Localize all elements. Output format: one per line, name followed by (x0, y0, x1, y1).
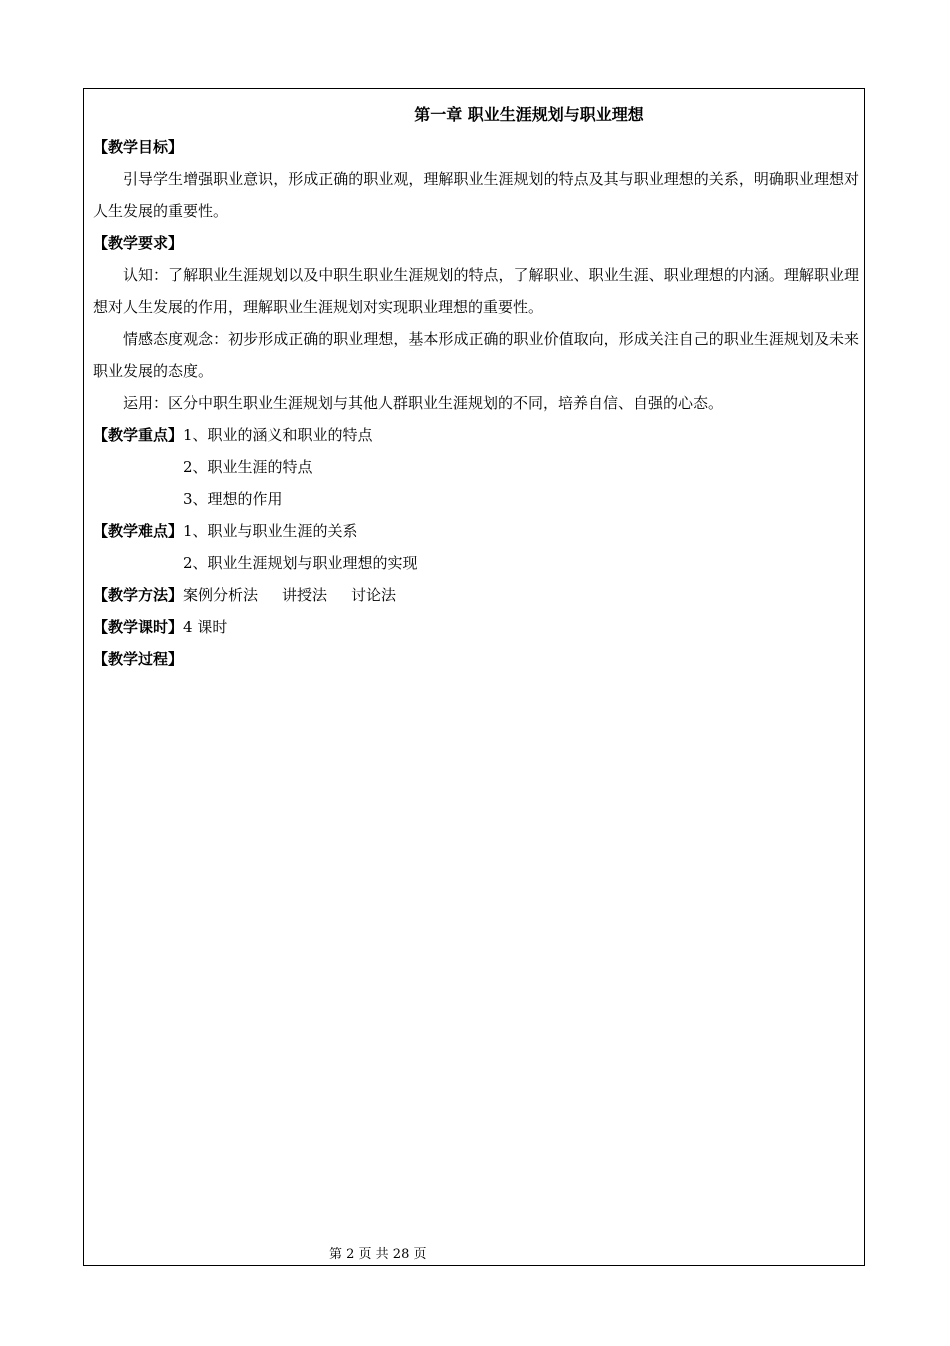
key-point-item: 3、理想的作用 (183, 490, 283, 508)
method-item: 案例分析法 (183, 586, 259, 604)
hours-label: 【教学课时】 (93, 618, 184, 636)
method-item: 讨论法 (351, 586, 397, 604)
key-point-item: 1、职业的涵义和职业的特点 (183, 426, 373, 444)
objective-heading: 【教学目标】 (93, 138, 184, 156)
methods-row (93, 579, 859, 611)
hours-row (93, 611, 859, 643)
key-points-row (93, 419, 859, 451)
requirement-emotion: 情感态度观念：初步形成正确的职业理想，基本形成正确的职业价值取向，形成关注自己的职业生涯规划及未来职业发展的态度。 (93, 330, 859, 380)
difficulties-row (93, 515, 859, 547)
hours-value: 4 课时 (183, 618, 228, 636)
difficulty-item: 1、职业与职业生涯的关系 (183, 522, 358, 540)
document-frame (83, 88, 865, 1266)
method-item: 讲授法 (282, 586, 328, 604)
requirement-cognition: 认知：了解职业生涯规划以及中职生职业生涯规划的特点，了解职业、职业生涯、职业理想的内涵。理解职业理想对人生发展的作用，理解职业生涯规划对实现职业理想的重要性。 (93, 266, 859, 316)
key-point-item: 2、职业生涯的特点 (183, 458, 313, 476)
key-points-label: 【教学重点】 (93, 426, 184, 444)
page-number: 第 2 页 共 28 页 (329, 1247, 427, 1262)
objective-text: 引导学生增强职业意识，形成正确的职业观，理解职业生涯规划的特点及其与职业理想的关系，明确职业理想对人生发展的重要性。 (93, 170, 859, 220)
document-content (93, 99, 859, 675)
requirements-heading: 【教学要求】 (93, 234, 184, 252)
difficulty-item: 2、职业生涯规划与职业理想的实现 (183, 554, 418, 572)
requirement-application: 运用：区分中职生职业生涯规划与其他人群职业生涯规划的不同，培养自信、自强的心态。 (123, 394, 724, 412)
process-heading: 【教学过程】 (93, 650, 184, 668)
difficulties-label: 【教学难点】 (93, 522, 184, 540)
chapter-title: 第一章 职业生涯规划与职业理想 (414, 105, 644, 124)
methods-label: 【教学方法】 (93, 586, 184, 604)
